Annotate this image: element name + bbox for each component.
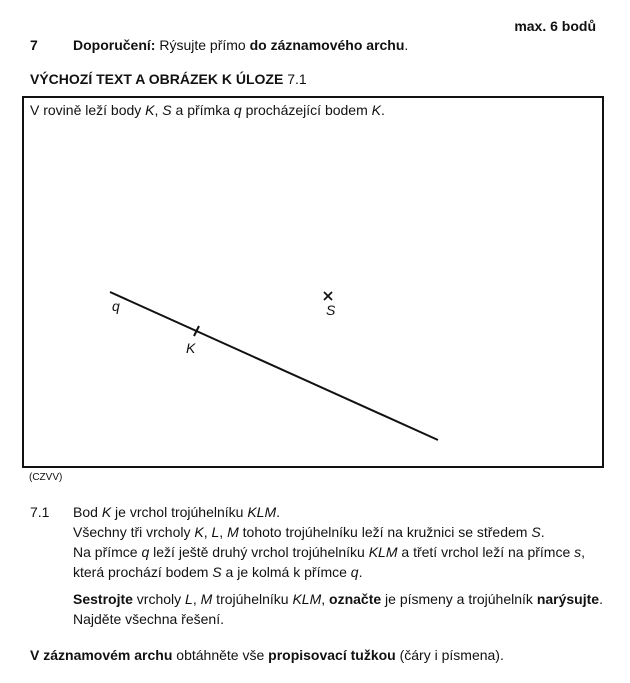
figure-box — [22, 96, 604, 468]
text: Na přímce — [73, 544, 142, 560]
subtask-line-3 — [73, 544, 585, 560]
var: S — [531, 524, 541, 540]
text: , — [219, 524, 228, 540]
var: L — [185, 591, 193, 607]
var: S — [212, 564, 222, 580]
line-q — [110, 292, 438, 440]
text: vrcholy — [132, 591, 186, 607]
geometry-figure — [24, 98, 602, 466]
bold-text: Sestrojte — [73, 591, 133, 607]
var: M — [227, 524, 239, 540]
intro-part: , — [154, 102, 163, 118]
text: je písmeny a trojúhelník — [381, 591, 537, 607]
subtask-line-1 — [73, 504, 280, 520]
recommendation-text: Rýsujte přímo — [155, 37, 250, 53]
recommendation-bold: do záznamového archu — [249, 37, 405, 53]
var: M — [200, 591, 213, 607]
text: leží ještě druhý vrchol trojúhelníku — [149, 544, 369, 560]
text: tohoto trojúhelníku leží na kružnici se středem — [238, 524, 532, 540]
text: která prochází bodem — [73, 564, 213, 580]
section-heading-number: 7.1 — [283, 71, 307, 87]
text: a třetí vrchol leží na přímce — [397, 544, 575, 560]
label-s: S — [326, 302, 336, 318]
intro-point-s: S — [162, 102, 172, 118]
var: K — [194, 524, 204, 540]
text: trojúhelníku — [212, 591, 293, 607]
task-number: 7 — [30, 37, 38, 53]
var: KLM — [247, 504, 277, 520]
intro-part: V rovině leží body — [30, 102, 146, 118]
text: obtáhněte vše — [172, 647, 269, 663]
text: , — [581, 544, 586, 560]
text: Bod — [73, 504, 102, 520]
subtask-line-6: Najděte všechna řešení. — [73, 611, 224, 627]
var: K — [101, 504, 112, 520]
bold-text: V záznamovém archu — [30, 647, 173, 663]
text: , — [203, 524, 212, 540]
intro-part: procházející bodem — [241, 102, 372, 118]
text: , — [192, 591, 201, 607]
subtask-line-4 — [73, 564, 362, 580]
subtask-line-2 — [73, 524, 545, 540]
subtask-number: 7.1 — [30, 504, 50, 520]
recommendation-label: Doporučení: — [73, 37, 156, 53]
label-k: K — [186, 340, 196, 356]
text: . — [276, 504, 281, 520]
intro-line-q: q — [233, 102, 242, 118]
recommendation-end: . — [404, 37, 409, 53]
subtask-line-5 — [73, 591, 603, 607]
text: . — [540, 524, 545, 540]
final-note — [30, 647, 504, 663]
intro-point-k2: K — [371, 102, 381, 118]
var: s — [574, 544, 582, 560]
section-heading-bold: VÝCHOZÍ TEXT A OBRÁZEK K ÚLOZE — [30, 71, 284, 87]
var: KLM — [292, 591, 322, 607]
intro-part: a přímka — [171, 102, 234, 118]
bold-text: označte — [329, 591, 382, 607]
var: q — [141, 544, 150, 560]
section-heading — [30, 71, 307, 87]
intro-point-k: K — [145, 102, 155, 118]
source-credit: (CZVV) — [29, 472, 63, 483]
text: , — [321, 591, 330, 607]
bold-text: propisovací tužkou — [268, 647, 396, 663]
intro-part: . — [381, 102, 385, 118]
label-q: q — [112, 298, 120, 314]
recommendation — [73, 37, 408, 53]
text: . — [599, 591, 603, 607]
text: je vrchol trojúhelníku — [111, 504, 248, 520]
bold-text: narýsujte — [536, 591, 600, 607]
text: . — [358, 564, 363, 580]
var: L — [211, 524, 220, 540]
text: (čáry i písmena). — [395, 647, 504, 663]
text: Všechny tři vrcholy — [73, 524, 195, 540]
max-points: max. 6 bodů — [514, 18, 596, 34]
var: q — [350, 564, 359, 580]
var: KLM — [368, 544, 398, 560]
text: a je kolmá k přímce — [221, 564, 351, 580]
